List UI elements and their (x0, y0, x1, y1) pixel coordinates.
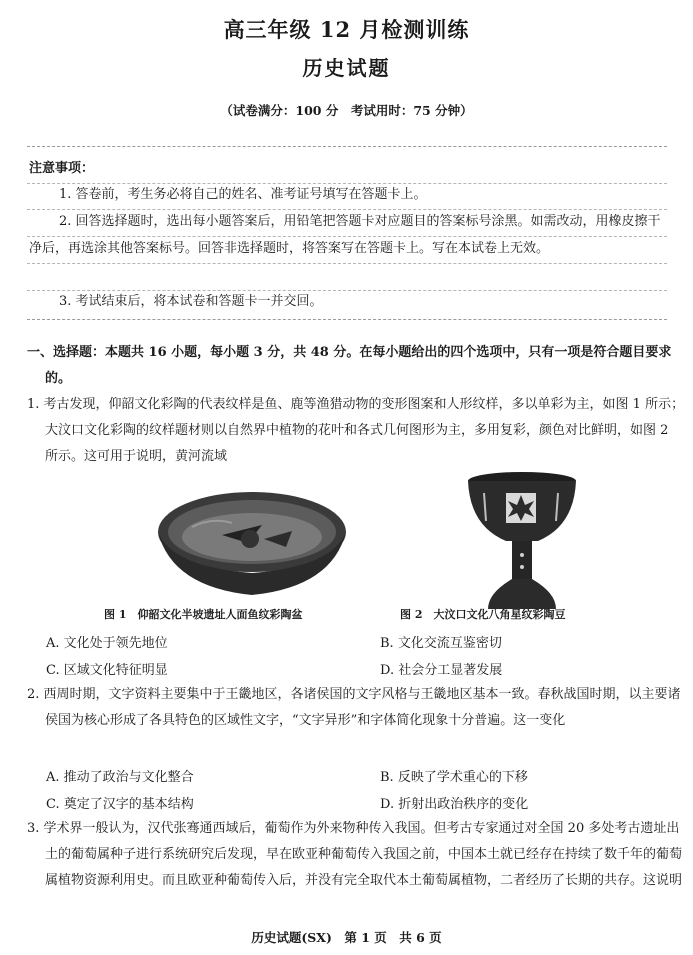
pottery-stem-cup-image (462, 471, 582, 621)
question-1-figures (0, 463, 693, 628)
pottery-basin-image (152, 487, 352, 607)
exam-title: 高三年级 12 月检测训练 (223, 17, 470, 42)
notice-box (27, 146, 667, 320)
section-heading: 一、选择题：本题共 16 小题，每小题 3 分，共 48 分。在每小题给出的四个选项中，只有一项是符合题目要求的。 (27, 345, 672, 386)
page-footer: 历史试题(SX) 第 1 页 共 6 页 (251, 930, 442, 945)
figure-1-caption: 图 1 仰韶文化半坡遗址人面鱼纹彩陶盆 (104, 608, 303, 621)
question-3-stem: 3. 学术界一般认为，汉代张骞通西域后，葡萄作为外来物种传入我国。但考古专家通过对全国 20 多处考古遗址出土的葡萄属种子进行系统研究后发现，早在欧亚种葡萄传入我国之前，中国本土就已经存在持续了数千年的葡萄属植物资源利用史。而且欧亚种葡萄传入后，并没有完全取代本土葡萄属植物，二者经历了长期的共存。这说明 (27, 821, 683, 888)
q1-option-d: D. 社会分工显著发展 (380, 663, 503, 678)
figure-2-caption: 图 2 大汶口文化八角星纹彩陶豆 (400, 608, 566, 621)
q2-option-d: D. 折射出政治秩序的变化 (380, 797, 529, 812)
q2-option-a: A. 推动了政治与文化整合 (46, 770, 194, 785)
q2-option-c: C. 奠定了汉字的基本结构 (46, 797, 194, 812)
q1-option-b: B. 文化交流互鉴密切 (380, 636, 502, 651)
exam-meta: （试卷满分：100 分 考试用时：75 分钟） (220, 103, 473, 118)
notice-item-2: 2. 回答选择题时，选出每小题答案后，用铅笔把答题卡对应题目的答案标号涂黑。如需改动，用橡皮擦干净后，再选涂其他答案标号。回答非选择题时，将答案写在答题卡上。写在本试卷上无效。 (29, 214, 661, 256)
notice-item-3: 3. 考试结束后，将本试卷和答题卡一并交回。 (59, 294, 323, 309)
exam-subject: 历史试题 (302, 56, 391, 80)
question-1-stem: 1. 考古发现，仰韶文化彩陶的代表纹样是鱼、鹿等渔猎动物的变形图案和人形纹样，多以单彩为主，如图 1 所示；大汶口文化彩陶的纹样题材则以自然界中植物的花叶和各式几何图形为主，多用复彩，颜色对比鲜明，如图 2 所示。这可用于说明，黄河流域 (27, 397, 685, 464)
notice-title: 注意事项： (29, 161, 95, 176)
q1-option-c: C. 区域文化特征明显 (46, 663, 168, 678)
question-2-stem: 2. 西周时期，文字资料主要集中于王畿地区，各诸侯国的文字风格与王畿地区基本一致。春秋战国时期，以主要诸侯国为核心形成了各具特色的区域性文字，“文字异形”和字体简化现象十分普遍。这一变化 (27, 687, 681, 728)
q1-option-a: A. 文化处于领先地位 (46, 636, 168, 651)
q2-option-b: B. 反映了学术重心的下移 (380, 770, 528, 785)
notice-item-1: 1. 答卷前，考生务必将自己的姓名、准考证号填写在答题卡上。 (59, 187, 427, 202)
